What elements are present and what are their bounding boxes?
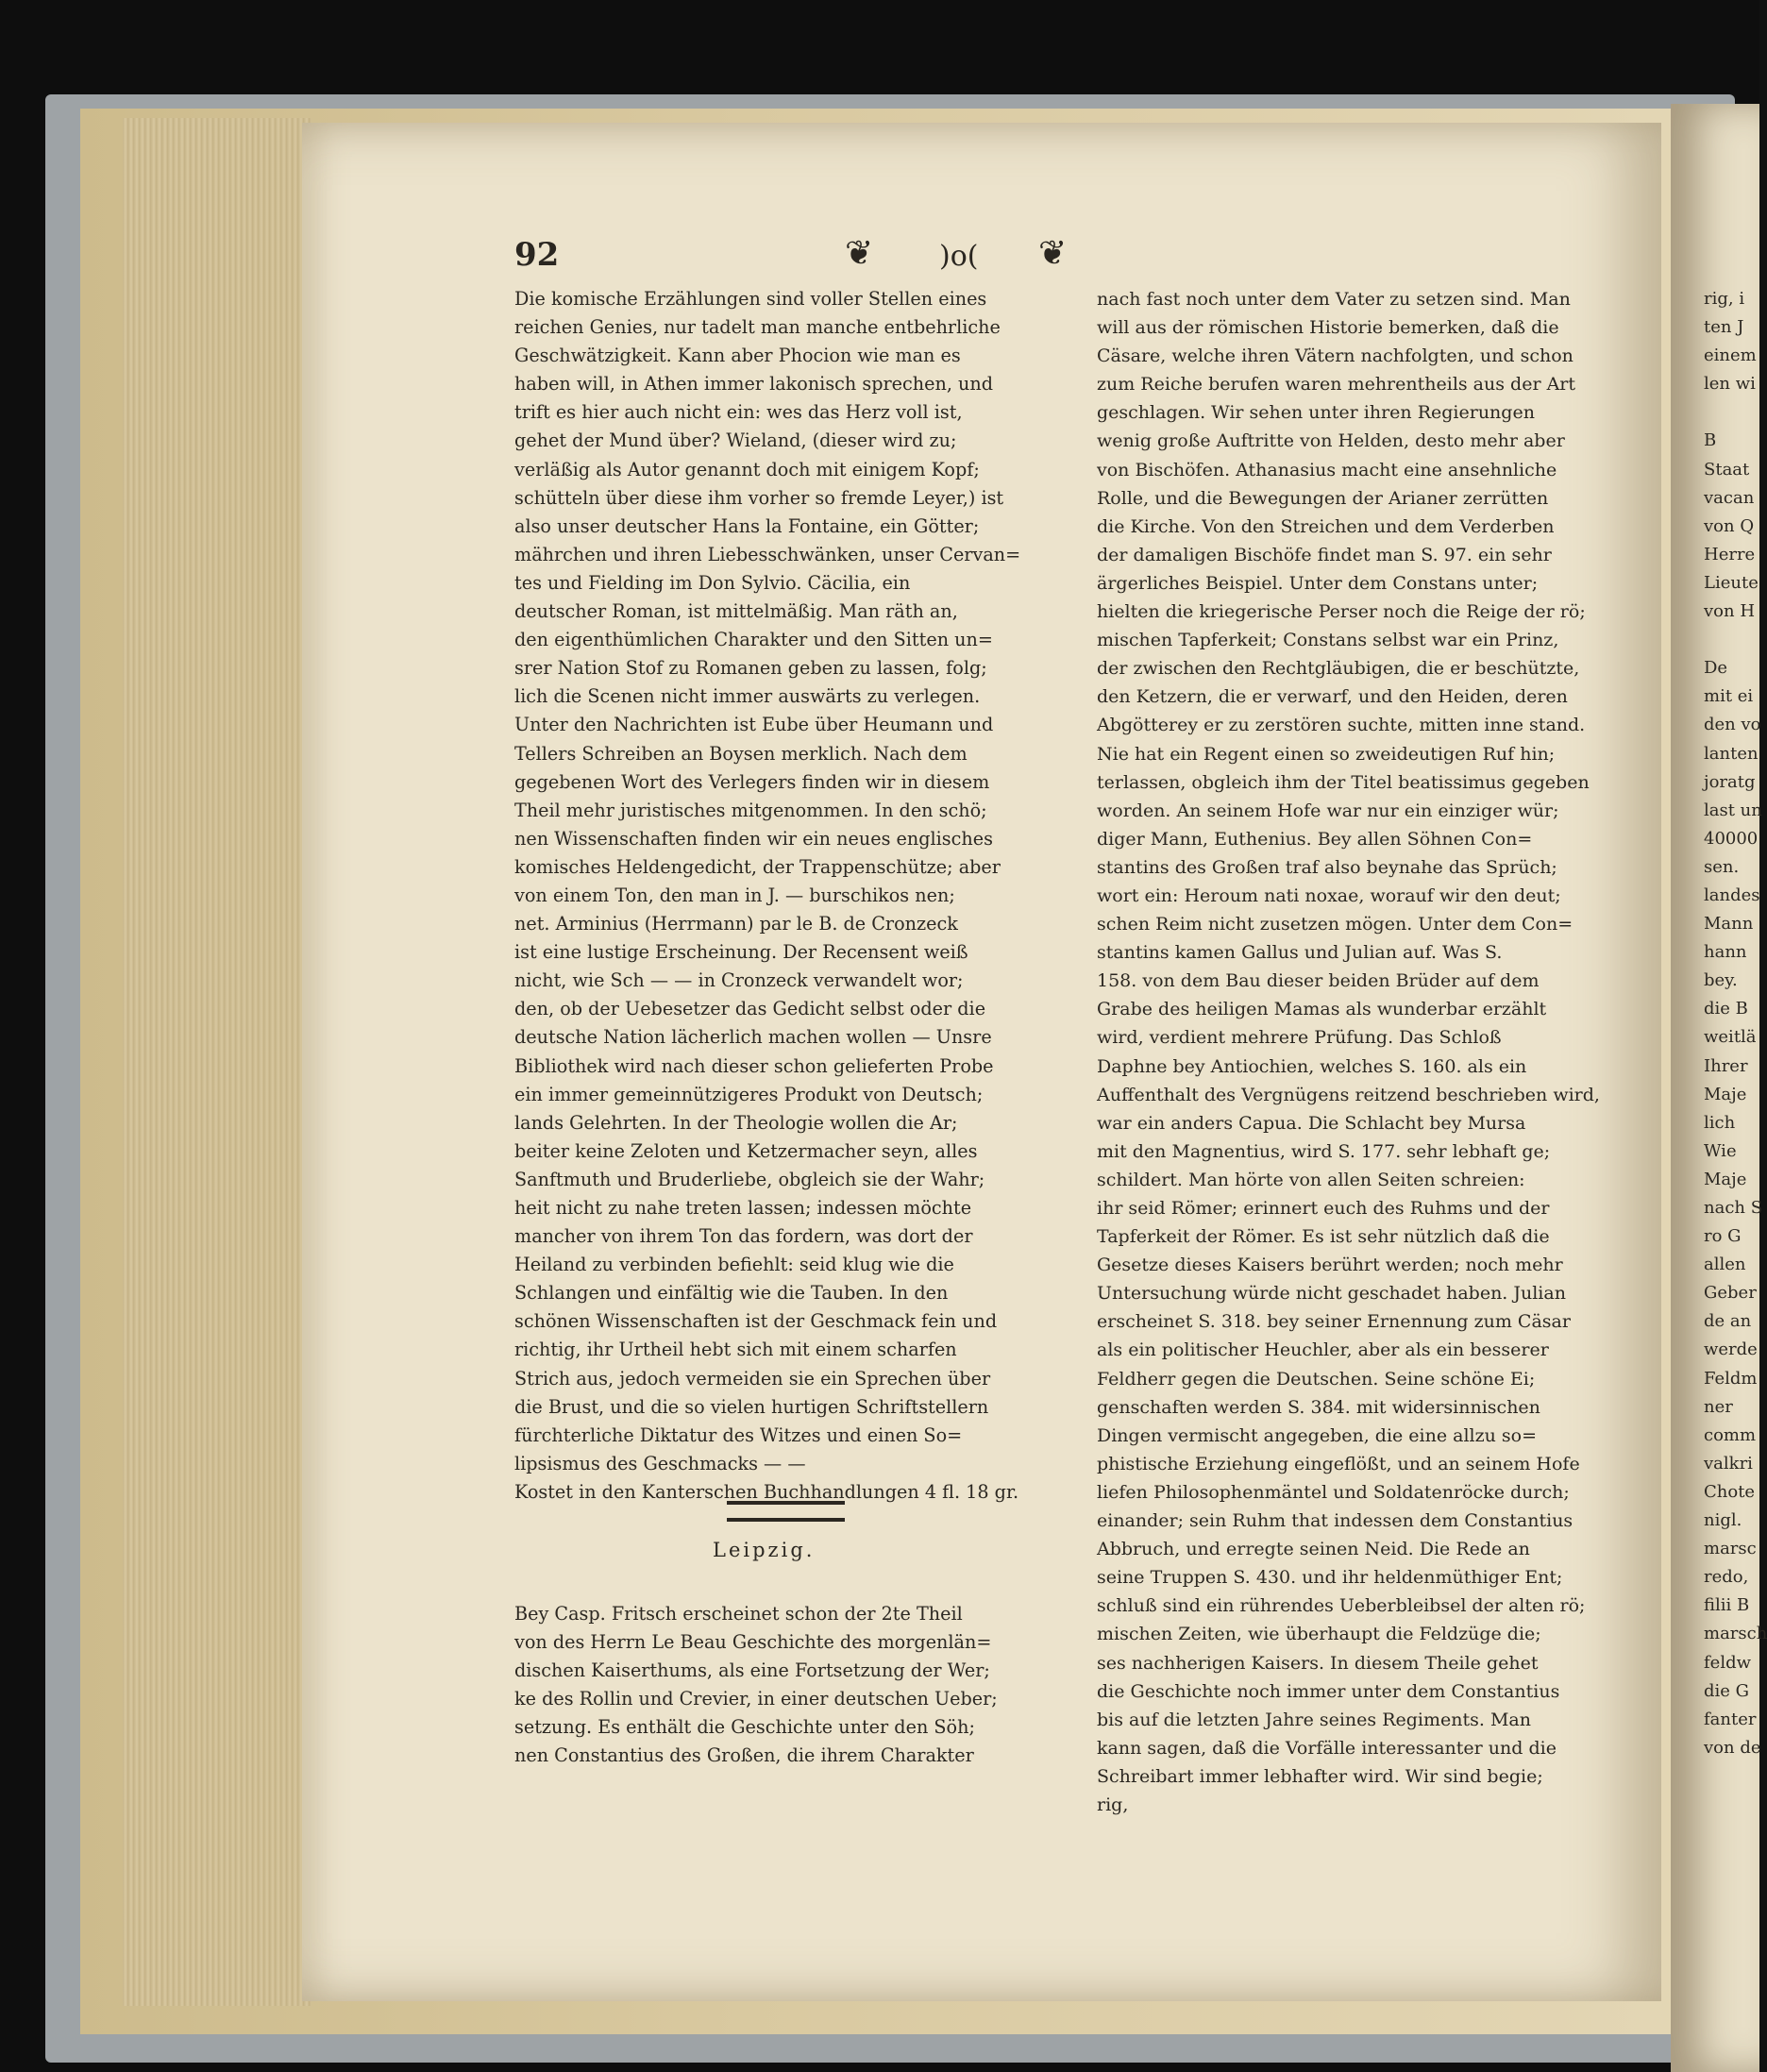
- text-line: ihr seid Römer; erinnert euch des Ruhms und der: [1097, 1198, 1550, 1219]
- text-line: Dingen vermischt angegeben, die eine allzu so=: [1097, 1424, 1538, 1446]
- text-line: die G: [1704, 1680, 1750, 1701]
- text-line: der zwischen den Rechtgläubigen, die er beschützte,: [1097, 658, 1580, 680]
- text-line: den Ketzern, die er verwarf, und den Heiden, deren: [1097, 686, 1568, 708]
- section-rule: [727, 1501, 845, 1522]
- text-line: erscheinet S. 318. bey seiner Ernennung zum Cäsar: [1097, 1311, 1571, 1333]
- text-line: hielten die kriegerische Perser noch die Reige der rö;: [1097, 601, 1586, 623]
- text-line: Wie: [1704, 1140, 1737, 1161]
- text-line: von H: [1704, 601, 1756, 622]
- text-line: lands Gelehrten. In der Theologie wollen die Ar;: [514, 1111, 958, 1134]
- text-line: fürchterliche Diktatur des Witzes und einen So=: [514, 1423, 963, 1446]
- text-line: nach fast noch unter dem Vater zu setzen sind. Man: [1097, 289, 1571, 310]
- text-line: lich: [1704, 1112, 1736, 1133]
- text-line: worden. An seinem Hofe war nur ein einziger wür;: [1097, 800, 1559, 821]
- text-line: ner: [1704, 1396, 1733, 1417]
- page-header: [514, 236, 1458, 283]
- text-line: von Q: [1704, 515, 1755, 536]
- text-line: die B: [1704, 999, 1748, 1019]
- text-line: geschlagen. Wir sehen unter ihren Regierungen: [1097, 402, 1535, 424]
- text-line: Geschwätzigkeit. Kann aber Phocion wie man es: [514, 345, 961, 367]
- text-line: Tapferkeit der Römer. Es ist sehr nützlich daß die: [1097, 1226, 1550, 1248]
- text-line: deutscher Roman, ist mittelmäßig. Man räth an,: [514, 600, 958, 623]
- text-line: [1704, 626, 1760, 654]
- column-right: [1097, 285, 1663, 1819]
- text-line: kann sagen, daß die Vorfälle interessanter und die: [1097, 1737, 1557, 1759]
- text-line: richtig, ihr Urtheil hebt sich mit einem scharfen: [514, 1339, 957, 1361]
- text-line: deutsche Nation lächerlich machen wollen — Unsre: [514, 1026, 992, 1049]
- text-line: bey.: [1704, 970, 1738, 991]
- text-line: Die komische Erzählungen sind voller Stellen eines: [514, 288, 987, 310]
- text-line: vacan: [1704, 487, 1755, 508]
- text-line: die Geschichte noch immer unter dem Constantius: [1097, 1680, 1560, 1702]
- page-number: 92: [514, 236, 560, 274]
- text-line: Grabe des heiligen Mamas als wunderbar erzählt: [1097, 999, 1547, 1020]
- text-line: den, ob der Uebesetzer das Gedicht selbst oder die: [514, 998, 986, 1020]
- text-line: valkri: [1704, 1453, 1753, 1474]
- text-line: Ihrer: [1704, 1055, 1748, 1076]
- text-line: Lieute: [1704, 572, 1759, 593]
- ornament-left-icon: ❦: [845, 234, 874, 273]
- text-line: sen.: [1704, 856, 1740, 877]
- text-line: mährchen und ihren Liebesschwänken, unser Cervan=: [514, 543, 1021, 565]
- text-line: stantins kamen Gallus und Julian auf. Was S.: [1097, 942, 1503, 964]
- text-line: schen Reim nicht zusetzen mögen. Unter dem Con=: [1097, 914, 1573, 935]
- text-line: Kostet in den Kanterschen Buchhandlungen 4 fl. 18 gr.: [514, 1480, 1019, 1503]
- ornament-right-icon: ❦: [1038, 234, 1068, 273]
- text-line: rig,: [1097, 1794, 1129, 1815]
- text-line: Staat: [1704, 459, 1750, 480]
- text-line: seine Truppen S. 430. und ihr heldenmüthiger Ent;: [1097, 1567, 1563, 1589]
- text-line: landes: [1704, 884, 1760, 905]
- text-line: [1704, 398, 1760, 427]
- text-line: werde: [1704, 1339, 1758, 1360]
- text-line: den vo: [1704, 715, 1761, 735]
- text-line: tes und Fielding im Don Sylvio. Cäcilia, ein: [514, 571, 911, 594]
- text-line: der damaligen Bischöfe findet man S. 97. ein sehr: [1097, 544, 1552, 565]
- text-line: diger Mann, Euthenius. Bey allen Söhnen Con=: [1097, 828, 1533, 850]
- text-line: von Bischöfen. Athanasius macht eine ansehnliche: [1097, 459, 1557, 480]
- text-line: Daphne bey Antiochien, welches S. 160. als ein: [1097, 1055, 1527, 1077]
- text-line: terlassen, obgleich ihm der Titel beatissimus gegeben: [1097, 771, 1590, 793]
- text-line: die Brust, und die so vielen hurtigen Schriftstellern: [514, 1395, 989, 1418]
- text-line: Schreibart immer lebhafter wird. Wir sind begie;: [1097, 1765, 1543, 1787]
- text-line: lipsismus des Geschmacks — —: [514, 1452, 806, 1474]
- text-line: len wi: [1704, 374, 1756, 395]
- text-line: Strich aus, jedoch vermeiden sie ein Sprechen über: [514, 1367, 991, 1390]
- text-line: joratg: [1704, 771, 1756, 792]
- text-line: Maje: [1704, 1169, 1747, 1189]
- text-line: von des Herrn Le Beau Geschichte des morgenlän=: [514, 1631, 992, 1654]
- page-edges: [123, 118, 311, 2006]
- text-line: marsc: [1704, 1539, 1757, 1559]
- text-line: Rolle, und die Bewegungen der Arianer zerrütten: [1097, 487, 1549, 509]
- text-line: phistische Erziehung eingeflößt, und an seinem Hofe: [1097, 1453, 1580, 1474]
- text-line: trift es hier auch nicht ein: wes das Herz voll ist,: [514, 401, 963, 424]
- text-line: war ein anders Capua. Die Schlacht bey Mursa: [1097, 1112, 1526, 1134]
- text-line: De: [1704, 658, 1728, 679]
- text-line: fanter: [1704, 1709, 1757, 1729]
- text-line: ke des Rollin und Crevier, in einer deutschen Ueber;: [514, 1688, 998, 1710]
- text-line: net. Arminius (Herrmann) par le B. de Cronzeck: [514, 913, 958, 935]
- text-line: nach S: [1704, 1198, 1763, 1218]
- column-left: [514, 285, 1062, 1507]
- text-line: schönen Wissenschaften ist der Geschmack fein und: [514, 1310, 998, 1333]
- text-line: ist eine lustige Erscheinung. Der Recensent weiß: [514, 941, 968, 964]
- text-line: stantins des Großen traf also beynahe das Sprüch;: [1097, 856, 1557, 878]
- text-line: Auffenthalt des Vergnügens reitzend beschrieben wird,: [1097, 1084, 1600, 1105]
- text-line: B: [1704, 430, 1717, 451]
- text-line: die Kirche. Von den Streichen und dem Verderben: [1097, 515, 1555, 537]
- text-line: de an: [1704, 1311, 1752, 1332]
- text-line: Tellers Schreiben an Boysen merklich. Nach dem: [514, 742, 968, 765]
- text-line: Abbruch, und erregte seinen Neid. Die Rede an: [1097, 1539, 1530, 1560]
- text-line: Maje: [1704, 1084, 1747, 1104]
- text-line: will aus der römischen Historie bemerken, daß die: [1097, 317, 1559, 339]
- text-line: zum Reiche berufen waren mehrentheils aus der Art: [1097, 374, 1576, 396]
- text-line: bis auf die letzten Jahre seines Regiments. Man: [1097, 1709, 1531, 1730]
- text-line: Bibliothek wird nach dieser schon gelieferten Probe: [514, 1054, 994, 1077]
- text-line: gehet der Mund über? Wieland, (dieser wird zu;: [514, 430, 957, 452]
- text-line: nigl.: [1704, 1510, 1742, 1531]
- text-line: marsch: [1704, 1624, 1767, 1644]
- text-line: einem: [1704, 345, 1757, 366]
- text-line: lich die Scenen nicht immer auswärts zu verlegen.: [514, 685, 981, 708]
- text-line: 40000: [1704, 828, 1759, 849]
- ornament-mid-icon: )o(: [939, 240, 979, 273]
- text-line: allen: [1704, 1255, 1746, 1275]
- text-line: weitlä: [1704, 1027, 1757, 1048]
- text-line: Theil mehr juristisches mitgenommen. In den schö;: [514, 799, 987, 821]
- text-line: verläßig als Autor genannt doch mit einigem Kopf;: [514, 458, 980, 480]
- text-line: Gesetze dieses Kaisers berührt werden; noch mehr: [1097, 1255, 1563, 1276]
- text-line: beiter keine Zeloten und Ketzermacher seyn, alles: [514, 1139, 978, 1162]
- text-line: schildert. Man hörte von allen Seiten schreien:: [1097, 1169, 1525, 1190]
- text-line: Geber: [1704, 1283, 1757, 1304]
- text-line: gegebenen Wort des Verlegers finden wir in diesem: [514, 770, 990, 793]
- text-line: ses nachherigen Kaisers. In diesem Theile gehet: [1097, 1652, 1539, 1674]
- text-line: nen Constantius des Großen, die ihrem Charakter: [514, 1744, 974, 1767]
- text-line: srer Nation Stof zu Romanen geben zu lassen, folg;: [514, 657, 987, 680]
- text-line: Mann: [1704, 914, 1754, 935]
- section-title: Leipzig.: [713, 1539, 816, 1561]
- text-line: ro G: [1704, 1226, 1742, 1247]
- text-line: Cäsare, welche ihren Vätern nachfolgten, und schon: [1097, 345, 1573, 367]
- text-line: wort ein: Heroum nati noxae, worauf wir den deut;: [1097, 884, 1561, 906]
- text-line: Abgötterey er zu zerstören suchte, mitten inne stand.: [1097, 715, 1586, 736]
- text-line: 158. von dem Bau dieser beiden Brüder auf dem: [1097, 970, 1540, 992]
- text-line: Sanftmuth und Bruderliebe, obgleich sie der Wahr;: [514, 1168, 985, 1190]
- text-line: Chote: [1704, 1481, 1756, 1502]
- column-left-continued: [514, 1600, 1062, 1771]
- text-line: mit den Magnentius, wird S. 177. sehr lebhaft ge;: [1097, 1140, 1551, 1162]
- text-line: mancher von ihrem Ton das fordern, was dort der: [514, 1225, 973, 1248]
- text-line: komisches Heldengedicht, der Trappenschütze; aber: [514, 855, 1001, 878]
- text-line: lanten: [1704, 743, 1759, 764]
- text-line: Schlangen und einfältig wie die Tauben. In den: [514, 1282, 949, 1305]
- text-line: mischen Tapferkeit; Constans selbst war ein Prinz,: [1097, 630, 1559, 651]
- text-line: ärgerliches Beispiel. Unter dem Constans unter;: [1097, 572, 1539, 594]
- text-line: liefen Philosophenmäntel und Soldatenröcke durch;: [1097, 1481, 1570, 1503]
- text-line: Herre: [1704, 544, 1756, 564]
- text-line: also unser deutscher Hans la Fontaine, ein Götter;: [514, 514, 980, 537]
- text-line: filii B: [1704, 1595, 1750, 1616]
- text-line: als ein politischer Heuchler, aber als ein besserer: [1097, 1339, 1549, 1361]
- text-line: Feldm: [1704, 1368, 1758, 1389]
- text-line: Unter den Nachrichten ist Eube über Heumann und: [514, 714, 994, 736]
- text-line: ein immer gemeinnützigeres Produkt von Deutsch;: [514, 1083, 984, 1105]
- text-line: schütteln über diese ihm vorher so fremde Leyer,) ist: [514, 486, 1004, 509]
- text-line: Bey Casp. Fritsch erscheinet schon der 2te Theil: [514, 1603, 963, 1625]
- text-line: Feldherr gegen die Deutschen. Seine schöne Ei;: [1097, 1368, 1536, 1390]
- text-line: einander; sein Ruhm that indessen dem Constantius: [1097, 1510, 1573, 1532]
- text-line: dischen Kaiserthums, als eine Fortsetzung der Wer;: [514, 1659, 990, 1682]
- text-line: hann: [1704, 942, 1747, 963]
- text-line: redo,: [1704, 1567, 1749, 1588]
- text-line: reichen Genies, nur tadelt man manche entbehrliche: [514, 316, 1001, 339]
- text-line: nicht, wie Sch — — in Cronzeck verwandelt wor;: [514, 969, 964, 992]
- text-line: ten J: [1704, 317, 1744, 338]
- text-line: mit ei: [1704, 686, 1754, 707]
- text-line: haben will, in Athen immer lakonisch sprechen, und: [514, 373, 994, 396]
- text-line: von de: [1704, 1737, 1761, 1758]
- text-line: Heiland zu verbinden befiehlt: seid klug wie die: [514, 1254, 954, 1276]
- text-line: comm: [1704, 1424, 1757, 1445]
- text-line: heit nicht zu nahe treten lassen; indessen möchte: [514, 1197, 972, 1219]
- text-line: feldw: [1704, 1652, 1752, 1673]
- text-line: mischen Zeiten, wie überhaupt die Feldzüge die;: [1097, 1624, 1541, 1645]
- text-line: rig, i: [1704, 289, 1745, 309]
- text-line: schluß sind ein rührendes Ueberbleibsel der alten rö;: [1097, 1595, 1586, 1617]
- text-line: Nie hat ein Regent einen so zweideutigen Ruf hin;: [1097, 743, 1556, 765]
- text-line: wenig große Auftritte von Helden, desto mehr aber: [1097, 430, 1565, 452]
- text-line: setzung. Es enthält die Geschichte unter den Söh;: [514, 1716, 975, 1739]
- text-line: von einem Ton, den man in J. — burschikos nen;: [514, 884, 955, 906]
- text-line: genschaften werden S. 384. mit widersinnischen: [1097, 1396, 1540, 1418]
- text-line: nen Wissenschaften finden wir ein neues englisches: [514, 827, 993, 850]
- text-line: den eigenthümlichen Charakter und den Sitten un=: [514, 629, 993, 651]
- text-line: Untersuchung würde nicht geschadet haben. Julian: [1097, 1283, 1566, 1305]
- text-line: last un: [1704, 800, 1762, 820]
- text-line: wird, verdient mehrere Prüfung. Das Schloß: [1097, 1027, 1502, 1049]
- column-next-page: [1704, 285, 1767, 1762]
